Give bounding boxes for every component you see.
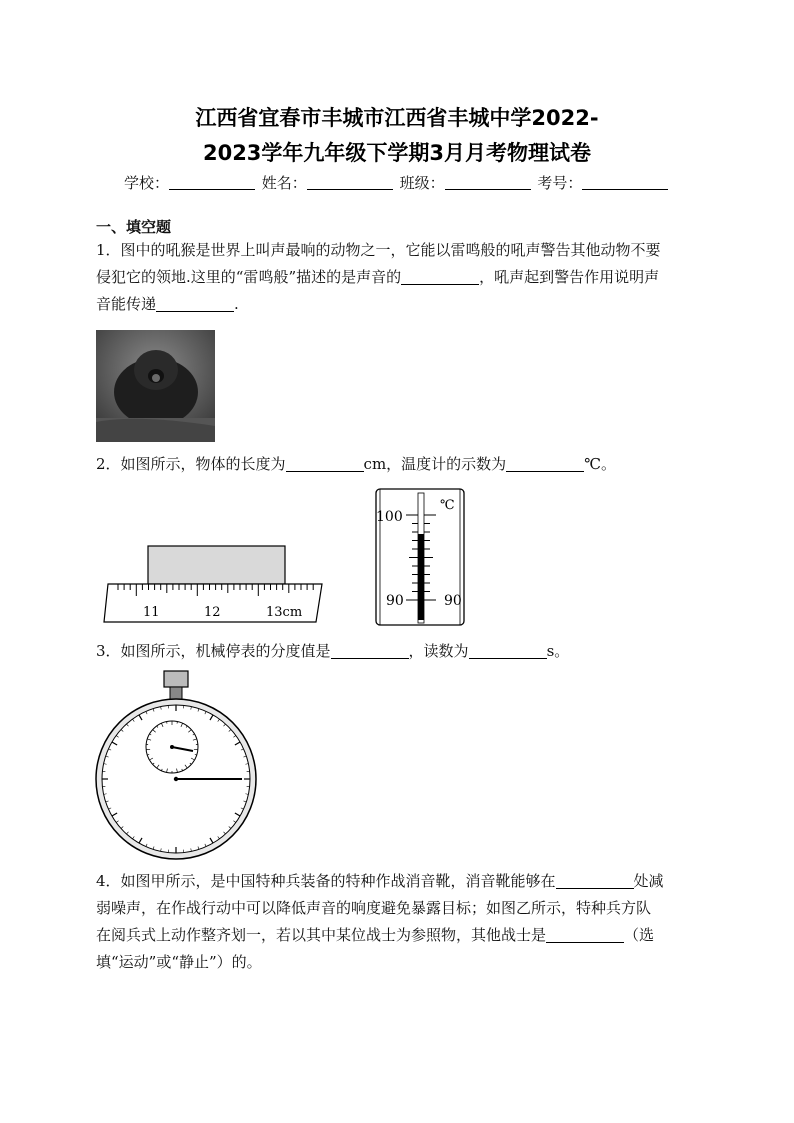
q4-line3: 在阅兵式上动作整齐划一，若以其中某位战士为参照物，其他战士是 （选 [96, 926, 655, 944]
exam-title-line2: 2023学年九年级下学期3月月考物理试卷 [202, 141, 592, 165]
q4-line1: 4．如图甲所示，是中国特种兵装备的特种作战消音靴，消音靴能够在 处减 [96, 872, 664, 890]
q4-line4: 填“运动”或“静止”）的。 [96, 953, 262, 971]
q2-blank-length[interactable] [286, 456, 364, 472]
q3-blank-reading[interactable] [469, 643, 547, 659]
name-blank[interactable] [307, 175, 393, 190]
thermo-label-90-right: 90 [444, 593, 462, 609]
stopwatch-figure [94, 667, 260, 861]
ruler-label-13cm: 13cm [266, 605, 303, 620]
number-label: 考号： [537, 174, 583, 192]
school-label: 学校： [124, 174, 170, 192]
q1-line2: 侵犯它的领地.这里的“雷鸣般”描述的是声音的 ，吼声起到警告作用说明声 [96, 268, 660, 286]
q1-line3: 音能传递 . [96, 295, 239, 313]
q4-line2: 弱噪声，在作战行动中可以降低声音的响度避免暴露目标；如图乙所示，特种兵方队 [96, 899, 652, 917]
question-3: 3．如图所示，机械停表的分度值是 ，读数为 s。 [96, 642, 570, 660]
howler-monkey-photo [96, 330, 215, 442]
q1-blank-2[interactable] [156, 296, 234, 312]
q4-blank-1[interactable] [556, 873, 634, 889]
question-4 [96, 868, 706, 976]
ruler-figure [96, 540, 332, 624]
question-1 [96, 237, 706, 318]
class-blank[interactable] [445, 175, 531, 190]
thermo-label-90-left: 90 [386, 593, 404, 609]
exam-title-line1: 江西省宜春市丰城市江西省丰城中学2022- [195, 106, 599, 130]
thermo-label-100: 100 [376, 509, 403, 525]
class-label: 班级： [399, 174, 445, 192]
q4-blank-2[interactable] [546, 927, 624, 943]
q3-blank-resolution[interactable] [331, 643, 409, 659]
name-label: 姓名： [261, 174, 307, 192]
ruler-label-11: 11 [143, 605, 160, 620]
question-2: 2．如图所示，物体的长度为 cm，温度计的示数为 ℃。 [96, 455, 616, 473]
measured-block [148, 546, 285, 584]
ruler-label-12: 12 [204, 605, 221, 620]
q1-blank-1[interactable] [401, 269, 479, 285]
number-blank[interactable] [582, 175, 668, 190]
q1-line1: 1．图中的吼猴是世界上叫声最响的动物之一，它能以雷鸣般的吼声警告其他动物不要 [96, 241, 661, 259]
thermometer-figure [374, 487, 468, 627]
thermo-unit: ℃ [440, 498, 455, 513]
mercury-column [418, 534, 424, 620]
school-blank[interactable] [169, 175, 255, 190]
q2-blank-temperature[interactable] [506, 456, 584, 472]
section-heading: 一、填空题 [96, 218, 172, 236]
student-info-row [124, 172, 670, 193]
